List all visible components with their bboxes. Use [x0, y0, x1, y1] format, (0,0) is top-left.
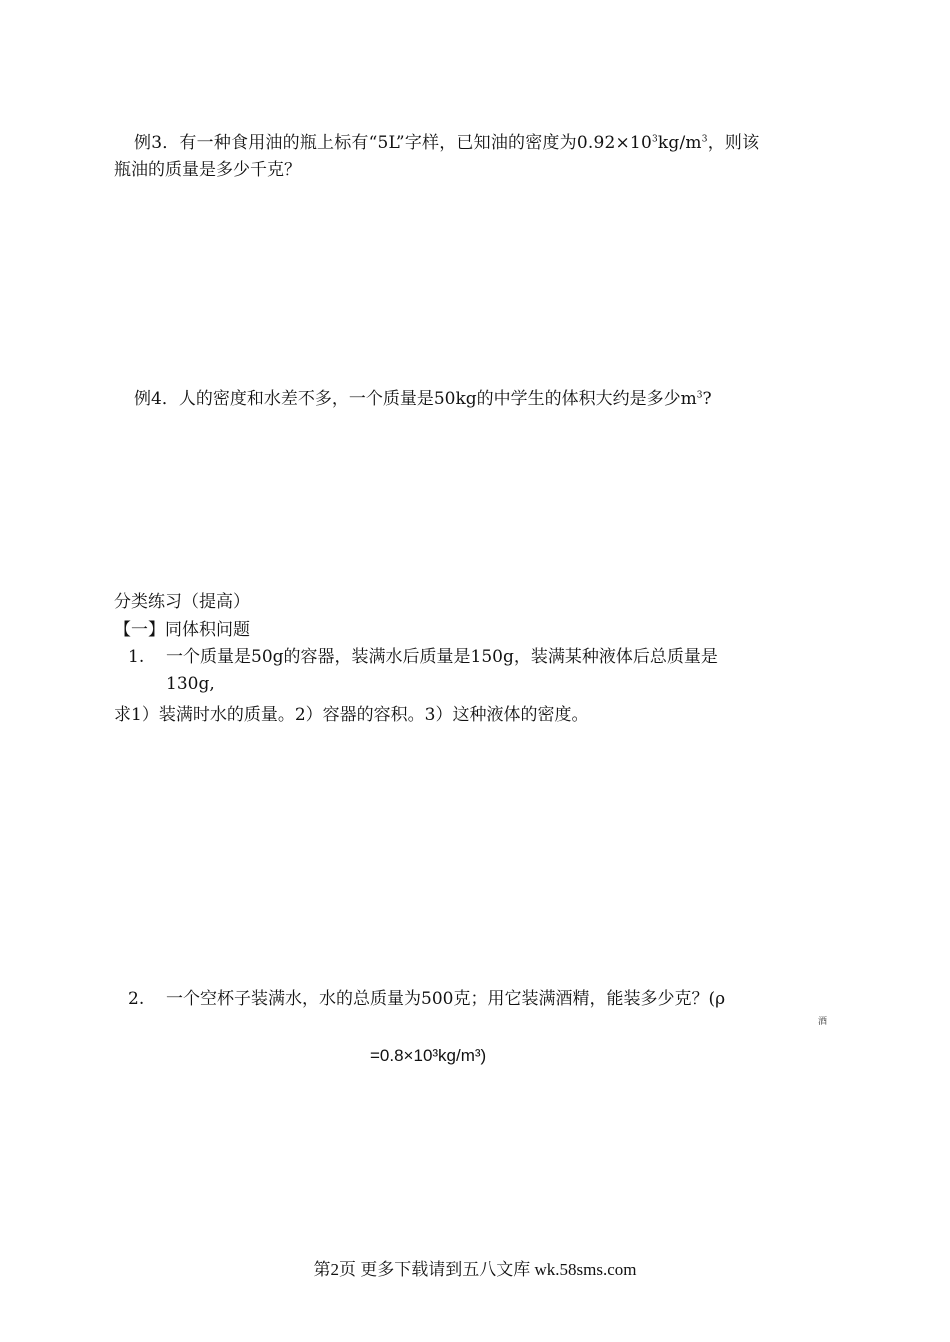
question-1-line-2: 130g, [166, 674, 215, 695]
example-3-line-1: 例3．有一种食用油的瓶上标有“5L”字样，已知油的密度为$0.92\times 10^3kg/m^3$，则该 [134, 133, 760, 153]
subtitle-bracket: 【一】 [114, 620, 165, 640]
page-footer: 第2页 更多下载请到五八文库 wk.58sms.com [313, 1260, 637, 1279]
question-1-line-1: 一个质量是50g的容器，装满水后质量是150g，装满某种液体后总质量是 [166, 647, 718, 667]
question-2 [128, 986, 725, 1013]
question-1-requirement: 求1）装满时水的质量。2）容器的容积。3）这种液体的密度。 [114, 705, 589, 725]
subtitle-text: 同体积问题 [165, 620, 250, 640]
section-subtitle [114, 617, 250, 644]
example-3-line-2: 瓶油的质量是多少千克？ [114, 160, 301, 181]
question-1-number: 1. [128, 647, 145, 667]
question-2-condition: =0.8×10³kg/m³) [370, 1046, 487, 1065]
section-title: 分类练习（提高） [114, 592, 250, 612]
example-3 [114, 130, 834, 184]
example-4: 例4．人的密度和水差不多，一个质量是50kg的中学生的体积大约是多少$m^3$? [134, 389, 712, 409]
rho-subscript: 酒 [818, 1017, 828, 1027]
question-2-number: 2. [128, 989, 145, 1009]
question-2-text: 一个空杯子装满水，水的总质量为500克；用它装满酒精，能装多少克？(ρ [166, 989, 726, 1009]
question-1 [128, 644, 836, 698]
